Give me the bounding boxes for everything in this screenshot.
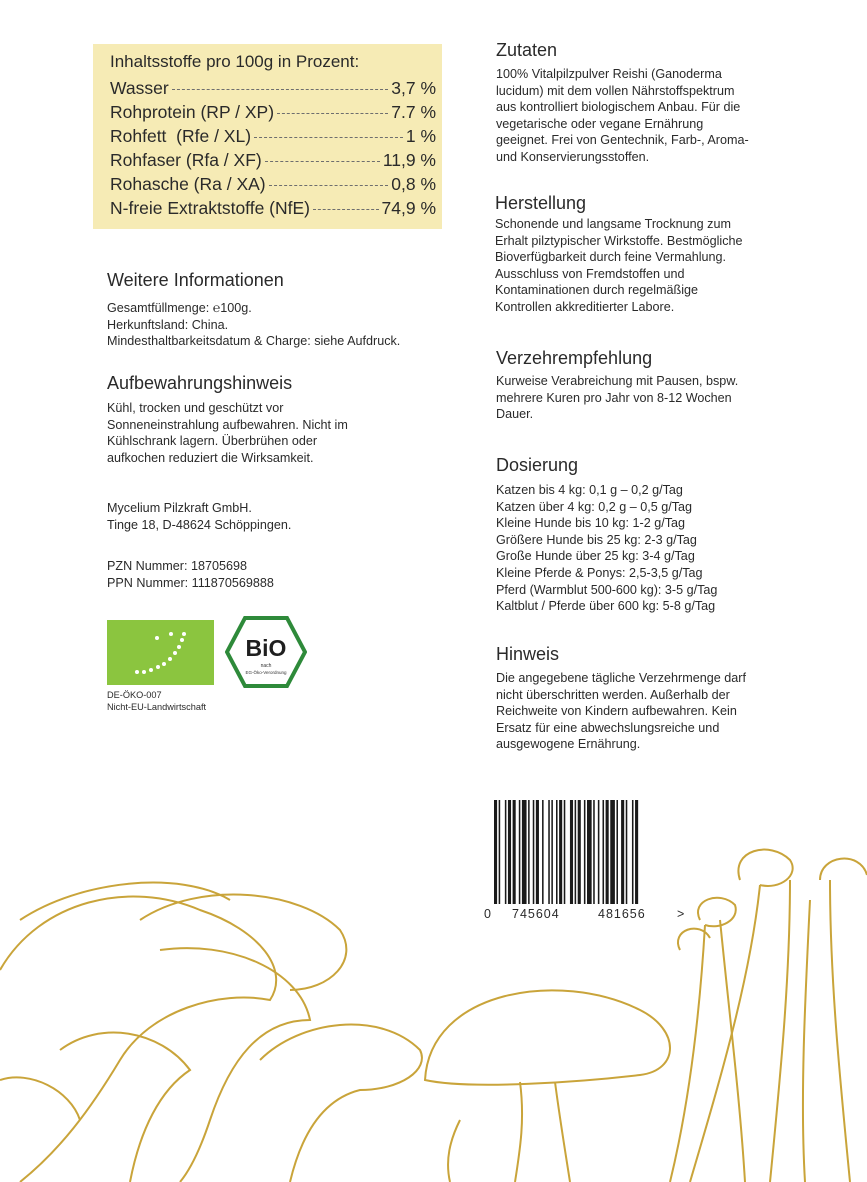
barcode-bar <box>551 800 553 904</box>
barcode-bar <box>598 800 600 904</box>
eu-leaf-icon <box>107 620 214 685</box>
barcode-bar <box>533 800 535 904</box>
barcode-bar <box>536 800 539 904</box>
product-codes: PZN Nummer: 18705698 PPN Nummer: 111870569888 <box>107 559 274 590</box>
barcode-bar <box>570 800 573 904</box>
barcode-bar <box>564 800 566 904</box>
barcode-bar <box>542 800 544 904</box>
barcode-bar <box>575 800 577 904</box>
zutaten-title: Zutaten <box>496 40 558 60</box>
barcode-bar <box>632 800 634 904</box>
barcode <box>494 800 680 908</box>
barcode-bar <box>606 800 609 904</box>
bio-seal <box>225 616 307 688</box>
barcode-bar <box>621 800 624 904</box>
barcode-bar <box>616 800 618 904</box>
bio-seal-text: BiO <box>245 635 287 661</box>
barcode-bar <box>499 800 501 904</box>
verzehr-title: Verzehrempfehlung <box>496 348 653 368</box>
herstellung-title: Herstellung <box>495 193 587 213</box>
barcode-bar <box>548 800 550 904</box>
barcode-bar <box>513 800 516 904</box>
company-address: Mycelium Pilzkraft GmbH. Tinge 18, D-48624 Schöppingen. <box>107 501 292 532</box>
barcode-digit-first: 0 <box>484 907 491 921</box>
aufbewahrung-title: Aufbewahrungshinweis <box>107 373 293 393</box>
barcode-bar <box>519 800 521 904</box>
barcode-bar <box>505 800 507 904</box>
aufbewahrung-text: Kühl, trocken und geschützt vor Sonneneinstrahlung aufbewahren. Nicht im Kühlschrank lagern. Überbrühen oder aufkochen reduziert die Wirksamkeit. <box>107 401 348 465</box>
bio-seal-subtext: nach <box>260 663 272 669</box>
weitere-title: Weitere Informationen <box>107 270 284 290</box>
barcode-bar <box>610 800 615 904</box>
nutrition-row: Rohfett (Rfe / XL) 1 % <box>110 126 436 146</box>
dosierung-text: Katzen bis 4 kg: 0,1 g – 0,2 g/Tag Katzen über 4 kg: 0,2 g – 0,5 g/Tag Kleine Hunde bis 10 kg: 1-2 g/Tag Größere Hunde bis 25 kg: 2-3 g/Tag Große Hunde über 25 kg: 3-4 g/Tag Kleine Pferde & Ponys: 2,5-3,5 g/Tag Pferd (Warmblut 500-600 kg): 3-5 g/Tag Kaltblut / Pferde über 600 kg: 5-8 g/Tag <box>496 483 718 614</box>
barcode-digits-left: 745604 <box>512 907 560 921</box>
nutrition-heading: Inhaltsstoffe pro 100g in Prozent: <box>110 52 360 71</box>
barcode-bar <box>603 800 605 904</box>
weitere-text: Gesamtfüllmenge: ℮100g. Herkunftsland: China. Mindesthaltbarkeitsdatum & Charge: siehe Aufdruck. <box>107 301 401 349</box>
barcode-bar <box>556 800 558 904</box>
nutrition-row: Rohfaser (Rfa / XF) 11,9 % <box>110 150 436 170</box>
barcode-digits-right: 481656 <box>598 907 646 921</box>
nutrition-row: N-freie Extraktstoffe (NfE) 74,9 % <box>110 198 436 218</box>
barcode-bar <box>522 800 527 904</box>
hinweis-title: Hinweis <box>496 644 560 664</box>
verzehr-text: Kurweise Verabreichung mit Pausen, bspw. mehrere Kuren pro Jahr von 8-12 Wochen Dauer. <box>496 374 739 422</box>
nutrition-box <box>93 44 442 229</box>
barcode-bar <box>528 800 530 904</box>
nutrition-row: Rohprotein (RP / XP) 7.7 % <box>110 102 436 122</box>
barcode-bar <box>635 800 638 904</box>
dosierung-title: Dosierung <box>496 455 579 475</box>
eu-organic-logo <box>107 620 214 685</box>
hinweis-text: Die angegebene tägliche Verzehrmenge darf nicht überschritten werden. Außerhalb der Reichweite von Kindern aufbewahren. Kein Ersatz für eine abwechslungsreiche und ausgewogene Ernährung. <box>496 671 746 752</box>
barcode-arrow: > <box>677 907 685 921</box>
eu-code: DE-ÖKO-007 Nicht-EU-Landwirtschaft <box>107 690 207 712</box>
barcode-bar <box>587 800 592 904</box>
barcode-bar <box>593 800 595 904</box>
zutaten-text: 100% Vitalpilzpulver Reishi (Ganoderma lucidum) mit dem vollen Nährstoffspektrum aus kontrolliert biologischem Anbau. Für die vegetarische oder vegane Ernährung geeignet. Frei von Gentechnik, Farb-, Aroma- und Konservierungsstoffen. <box>496 67 749 164</box>
nutrition-row: Rohasche (Ra / XA) 0,8 % <box>110 174 436 194</box>
herstellung-text: Schonende und langsame Trocknung zum Erhalt pilztypischer Wirkstoffe. Bestmögliche Bioverfügbarkeit durch feine Vermahlung. Ausschluss von Fremdstoffen und Kontaminationen durch regelmäßige Kontrollen akkreditierter Labore. <box>495 217 743 314</box>
bio-seal-subtext: EG-Öko-Verordnung <box>245 670 287 675</box>
barcode-bar <box>584 800 586 904</box>
barcode-bar <box>559 800 562 904</box>
nutrition-row: Wasser 3,7 % <box>110 78 436 98</box>
barcode-bar <box>508 800 511 904</box>
barcode-bar <box>626 800 628 904</box>
barcode-bar <box>494 800 497 904</box>
barcode-bar <box>578 800 581 904</box>
mushroom-illustration <box>0 820 867 1182</box>
